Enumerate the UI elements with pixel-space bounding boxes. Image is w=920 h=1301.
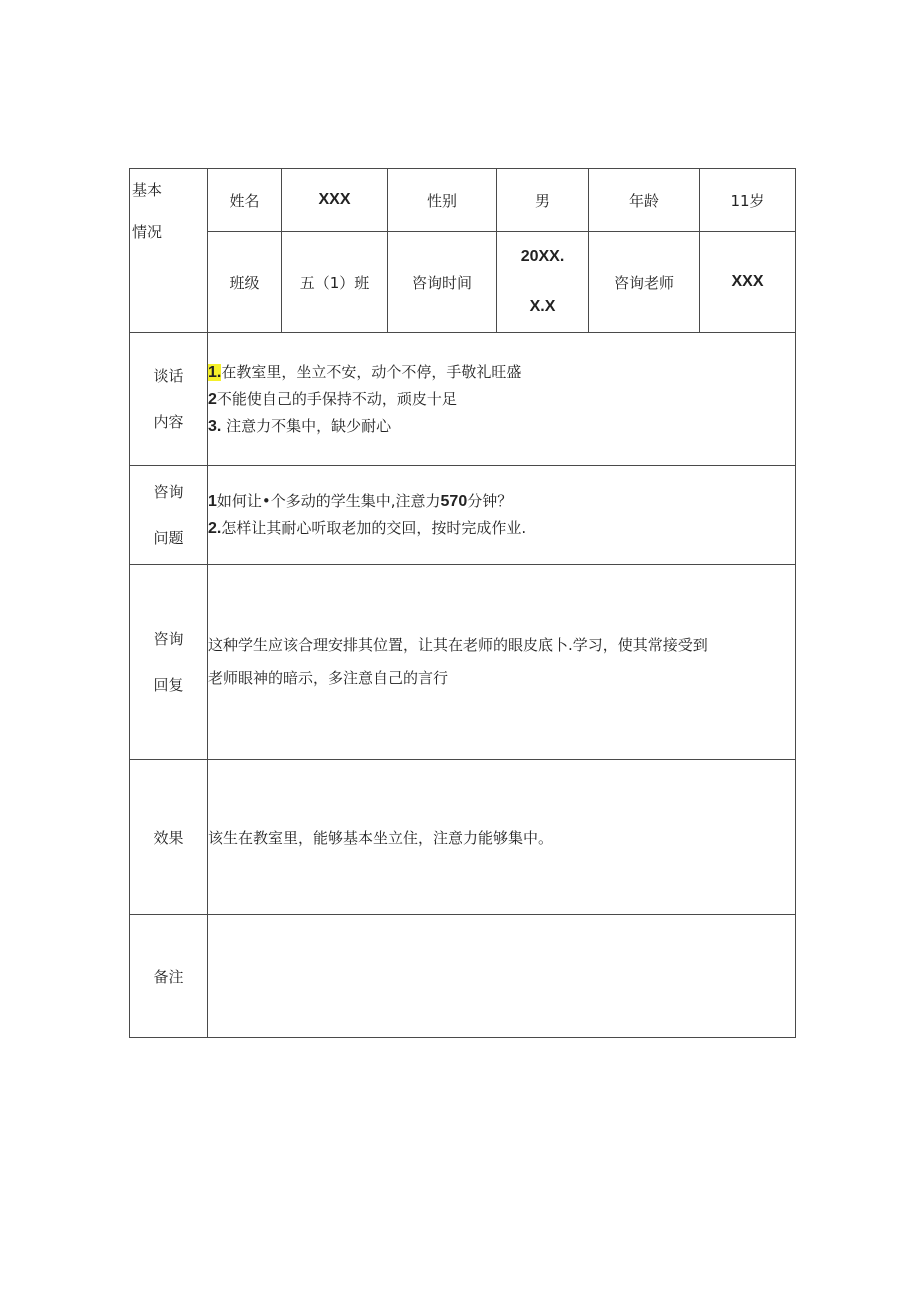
question-item-2-text: 怎样让其耐心听取老加的交回，按时完成作业. — [221, 519, 527, 537]
age-value — [700, 169, 796, 232]
effect-content: 该生在教室里，能够基本坐立住，注意力能够集中。 — [208, 760, 796, 915]
talk-section-label — [130, 333, 208, 466]
talk-item-1-number: 1. — [208, 363, 222, 381]
talk-label-line1: 谈话 — [153, 367, 184, 385]
class-value: 五（1）班 — [282, 232, 388, 333]
question-item-1-text-a: 如何让•个多动的学生集中,注意力 — [216, 492, 441, 510]
question-item-2 — [208, 515, 795, 542]
question-row — [130, 466, 796, 565]
talk-item-1-text: 在教室里，坐立不安，动个不停，手敬礼旺盛 — [221, 362, 522, 381]
basic-row-2 — [130, 232, 796, 333]
reply-section-label — [130, 565, 208, 760]
talk-row — [130, 333, 796, 466]
age-label: 年龄 — [589, 169, 700, 232]
question-section-label — [130, 466, 208, 565]
reply-content — [208, 565, 796, 760]
basic-label-line2: 情况 — [132, 223, 163, 241]
talk-item-3-text: 注意力不集中，缺少耐心 — [226, 416, 392, 435]
age-value-text: 11岁 — [730, 191, 765, 210]
reply-line-1: 这种学生应该合理安排其位置，让其在老师的眼皮底卜.学习，使其常接受到 — [208, 636, 708, 654]
talk-item-2-text: 不能使自己的手保持不动，顽皮十足 — [216, 389, 457, 408]
talk-label-line2: 内容 — [153, 413, 184, 431]
basic-section-label — [130, 169, 208, 333]
talk-item-3 — [208, 413, 795, 440]
effect-row — [130, 760, 796, 915]
question-item-1-bold: 570 — [440, 493, 468, 510]
consultation-record-table — [129, 168, 796, 1038]
name-label: 姓名 — [208, 169, 282, 232]
class-label: 班级 — [208, 232, 282, 333]
reply-label-line2: 回复 — [153, 676, 184, 694]
question-label-line1: 咨询 — [153, 483, 184, 501]
consult-teacher-label: 咨询老师 — [589, 232, 700, 333]
effect-section-label: 效果 — [130, 760, 208, 915]
question-item-1-number: 1 — [208, 493, 217, 510]
talk-item-3-number: 3. — [208, 417, 222, 435]
remarks-row — [130, 915, 796, 1038]
talk-content — [208, 333, 796, 466]
gender-value: 男 — [497, 169, 589, 232]
reply-line-2: 老师眼神的暗示，多注意自己的言行 — [208, 669, 449, 687]
basic-label-line1: 基本 — [132, 181, 163, 199]
reply-label-line1: 咨询 — [153, 630, 184, 648]
question-item-2-number: 2. — [208, 520, 222, 537]
question-label-line2: 问题 — [153, 529, 184, 547]
question-item-1-text-b: 分钟？ — [467, 492, 513, 510]
name-value: XXX — [282, 169, 388, 232]
gender-label: 性别 — [388, 169, 497, 232]
question-item-1 — [208, 488, 795, 515]
consult-teacher-value: XXX — [700, 232, 796, 333]
basic-row-1 — [130, 169, 796, 232]
talk-item-2 — [208, 386, 795, 413]
consult-time-label: 咨询时间 — [388, 232, 497, 333]
consult-time-value — [497, 232, 589, 333]
consult-time-line2: X.X — [529, 298, 556, 315]
remarks-content — [208, 915, 796, 1038]
talk-item-1 — [208, 359, 795, 386]
talk-item-2-number: 2 — [208, 390, 217, 408]
consult-time-line1: 20XX. — [520, 248, 565, 265]
remarks-section-label: 备注 — [130, 915, 208, 1038]
question-content — [208, 466, 796, 565]
reply-row — [130, 565, 796, 760]
